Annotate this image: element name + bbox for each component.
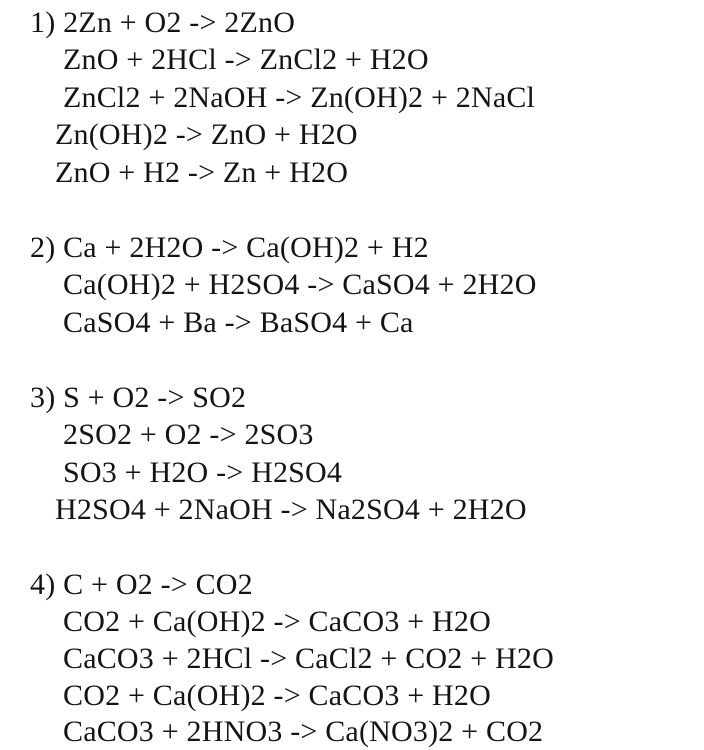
problem-1-equation-1: 1) 2Zn + O2 -> 2ZnO <box>30 6 296 39</box>
problem-4-equation-4: CO2 + Ca(OH)2 -> CaCO3 + H2O <box>63 679 491 712</box>
problem-3-equation-3: SO3 + H2O -> H2SO4 <box>63 456 343 489</box>
problem-4-equation-3: CaCO3 + 2HCl -> CaCl2 + CO2 + H2O <box>63 642 554 675</box>
problem-1-equation-2: ZnO + 2HCl -> ZnCl2 + H2O <box>63 43 429 76</box>
problem-2-equation-1: 2) Ca + 2H2O -> Ca(OH)2 + H2 <box>30 231 429 264</box>
problem-3-equation-1: 3) S + O2 -> SO2 <box>30 381 247 414</box>
problem-1-equation-4: Zn(OH)2 -> ZnO + H2O <box>55 118 358 151</box>
problem-1-equation-3: ZnCl2 + 2NaOH -> Zn(OH)2 + 2NaCl <box>63 81 536 114</box>
problem-3-equation-4: H2SO4 + 2NaOH -> Na2SO4 + 2H2O <box>55 493 527 526</box>
problem-1-equation-5: ZnO + H2 -> Zn + H2O <box>55 156 349 189</box>
problem-2-equation-2: Ca(OH)2 + H2SO4 -> CaSO4 + 2H2O <box>63 268 537 301</box>
problem-2-equation-3: CaSO4 + Ba -> BaSO4 + Ca <box>63 306 414 339</box>
problem-4-equation-1: 4) C + O2 -> CO2 <box>30 568 253 601</box>
problem-4-equation-5: CaCO3 + 2HNO3 -> Ca(NO3)2 + CO2 <box>63 715 544 748</box>
problem-4-equation-2: CO2 + Ca(OH)2 -> CaCO3 + H2O <box>63 605 491 638</box>
problem-3-equation-2: 2SO2 + O2 -> 2SO3 <box>63 418 314 451</box>
